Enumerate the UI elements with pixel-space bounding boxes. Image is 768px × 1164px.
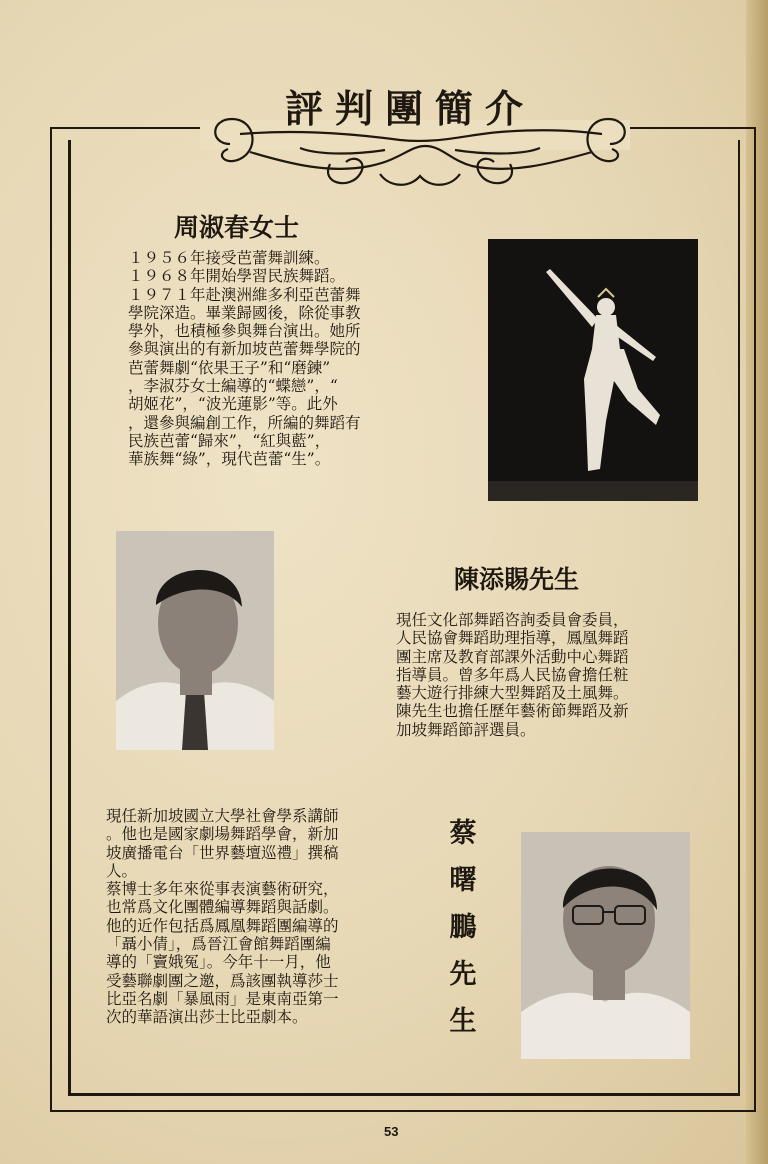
bio-line: 民族芭蕾“歸來”，“紅與藍”，: [128, 431, 331, 450]
name-char: 先: [449, 959, 477, 990]
bio-line: 胡姬花”，“波光蓮影”等。此外: [128, 395, 338, 414]
bio-line: 指導員。曾多年爲人民協會擔任粧: [396, 665, 629, 684]
bio-line: 華族舞“綠”，現代芭蕾“生”。: [128, 450, 331, 469]
bio-line: 導的「竇娥冤」。今年十一月，他: [106, 953, 331, 972]
bio-line: 團主席及教育部課外活動中心舞蹈: [396, 647, 629, 666]
bio-line: ，李淑芬女士編導的“蝶戀”，“: [128, 377, 338, 396]
bio-line: 現任文化部舞蹈咨詢委員會委員，: [396, 611, 629, 629]
bio-line: 他的近作包括爲鳳凰舞蹈團編導的: [106, 916, 339, 935]
bio-line: １９７１年赴澳洲維多利亞芭蕾舞: [128, 285, 361, 304]
bio-line: 次的華語演出莎士比亞劇本。: [106, 1008, 308, 1027]
page-number: 53: [384, 1124, 399, 1139]
bio-line: 陳先生也擔任歷年藝術節舞蹈及新: [396, 702, 629, 721]
bio-line: 坡廣播電台「世界藝壇巡禮」撰稿: [106, 843, 339, 862]
bio-line: １９５６年接受芭蕾舞訓練。: [128, 249, 330, 267]
bio-line: 藝大遊行排練大型舞蹈及土風舞。: [396, 684, 629, 703]
bio-line: １９６８年開始學習民族舞蹈。: [128, 267, 346, 286]
bio-line: 芭蕾舞劇“依果王子”和“磨鍊”: [128, 358, 331, 377]
bio-line: ，還參與編創工作，所編的舞蹈有: [128, 413, 361, 432]
bio-line: 參與演出的有新加坡芭蕾舞學院的: [128, 340, 361, 359]
bio-line: 受藝聯劇團之邀，爲該團執導莎士: [106, 971, 339, 990]
name-char: 生: [449, 1006, 477, 1037]
judge-2-bio: [396, 611, 629, 739]
page-title: 評判團簡介: [284, 86, 535, 131]
bio-line: 比亞名劇「暴風雨」是東南亞第一: [106, 989, 339, 1008]
dancer-photo: [488, 239, 698, 501]
bio-line: 學院深造。畢業歸國後，除從事教: [128, 303, 361, 322]
bio-line: 也常爲文化團體編導舞蹈與話劇。: [106, 898, 339, 917]
name-char: 曙: [449, 865, 477, 896]
bio-line: 人。: [106, 861, 138, 880]
bio-line: 人民協會舞蹈助理指導，鳳凰舞蹈: [396, 629, 629, 648]
bio-line: 蔡博士多年來從事表演藝術研究，: [106, 880, 339, 899]
judge-3-bio: [106, 807, 339, 1027]
bio-line: 加坡舞蹈節評選員。: [396, 720, 536, 739]
judge-3-portrait: [521, 832, 690, 1059]
judge-1-bio: [128, 249, 361, 469]
bio-line: 現任新加坡國立大學社會學系講師: [106, 807, 339, 825]
name-char: 蔡: [449, 818, 477, 849]
ornamental-flourish: [210, 104, 630, 194]
name-char: 鵬: [449, 912, 477, 943]
judge-3-name-vertical: [448, 810, 478, 1045]
bio-line: 。他也是國家劇場舞蹈學會，新加: [106, 825, 339, 844]
judge-1-name: 周淑春女士: [174, 213, 300, 242]
judge-2-portrait: [116, 531, 274, 750]
bio-line: 「聶小倩」，爲晉江會館舞蹈團編: [106, 935, 331, 954]
judge-2-name: 陳添賜先生: [454, 565, 580, 594]
bio-line: 學外，也積極參與舞台演出。她所: [128, 322, 361, 341]
